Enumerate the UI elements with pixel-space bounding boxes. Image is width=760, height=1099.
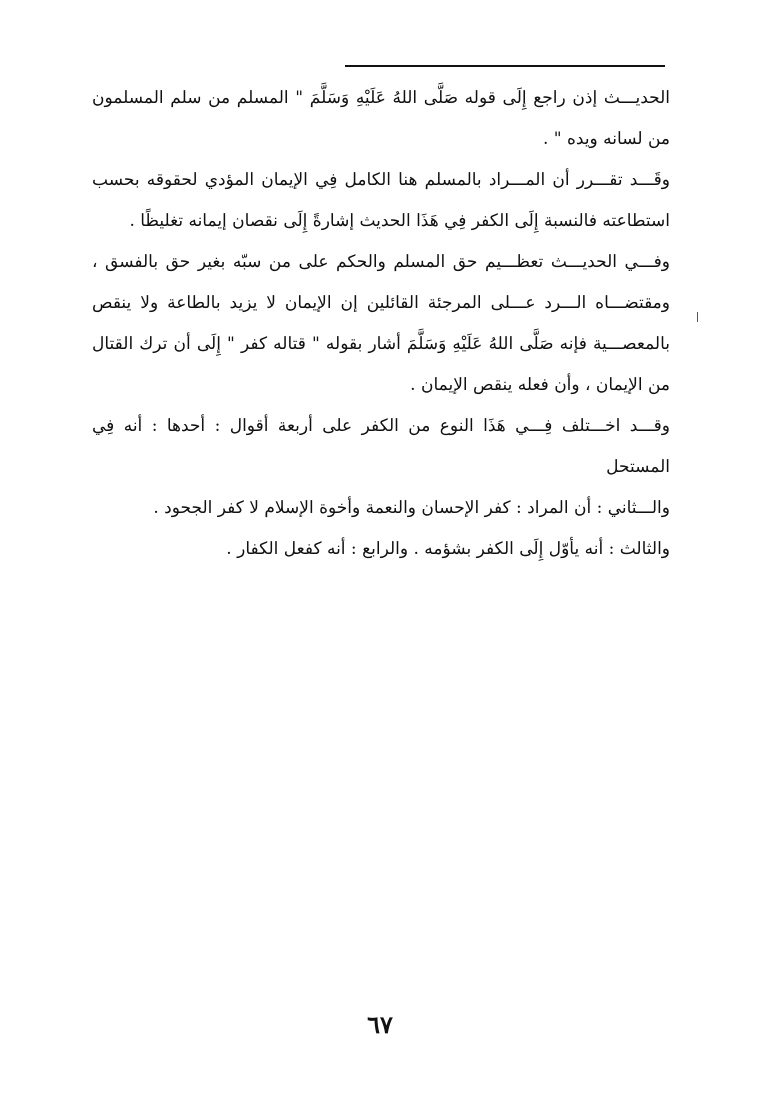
margin-mark	[697, 312, 698, 322]
body-text	[92, 78, 670, 570]
paragraph-2: وقَـــد تقـــرر أن المـــراد بالمسلم هنا الكامل فِي الإيمان المؤدي لحقوقه بحسب استطاعته فالنسبة إِلَى الكفر فِي هَذَا الحديث إشارةً إِلَى نقصان إيمانه تغليظًا .	[92, 170, 670, 231]
paragraph-3: وفـــي الحديـــث تعظـــيم حق المسلم والحكم على من سبّه بغير حق بالفسق ، ومقتضـــاه الـــرد عـــلى المرجئة القائلين إن الإيمان لا يزيد بالطاعة ولا ينقص بالمعصـــية فإنه صَلَّى اللهُ عَلَيْهِ وَسَلَّمَ أشار بقوله " قتاله كفر " إِلَى أن ترك القتال من الإيمان ، وأن فعله ينقص الإيمان .	[92, 252, 670, 395]
paragraph-4: وقـــد اخـــتلف فِـــي هَذَا النوع من الكفر على أربعة أقوال : أحدها : أنه فِي المستحل	[92, 416, 670, 477]
paragraph-5: والـــثاني : أن المراد : كفر الإحسان والنعمة وأخوة الإسلام لا كفر الجحود .	[153, 498, 670, 518]
header-rule	[345, 65, 665, 67]
paragraph-6: والثالث : أنه يأوّل إِلَى الكفر بشؤمه . والرابع : أنه كفعل الكفار .	[226, 539, 670, 559]
page-number: ٦٧	[367, 1010, 393, 1039]
paragraph-1: الحديـــث إذن راجع إِلَى قوله صَلَّى اللهُ عَلَيْهِ وَسَلَّمَ " المسلم من سلم المسلمون من لسانه ويده " .	[92, 88, 670, 149]
